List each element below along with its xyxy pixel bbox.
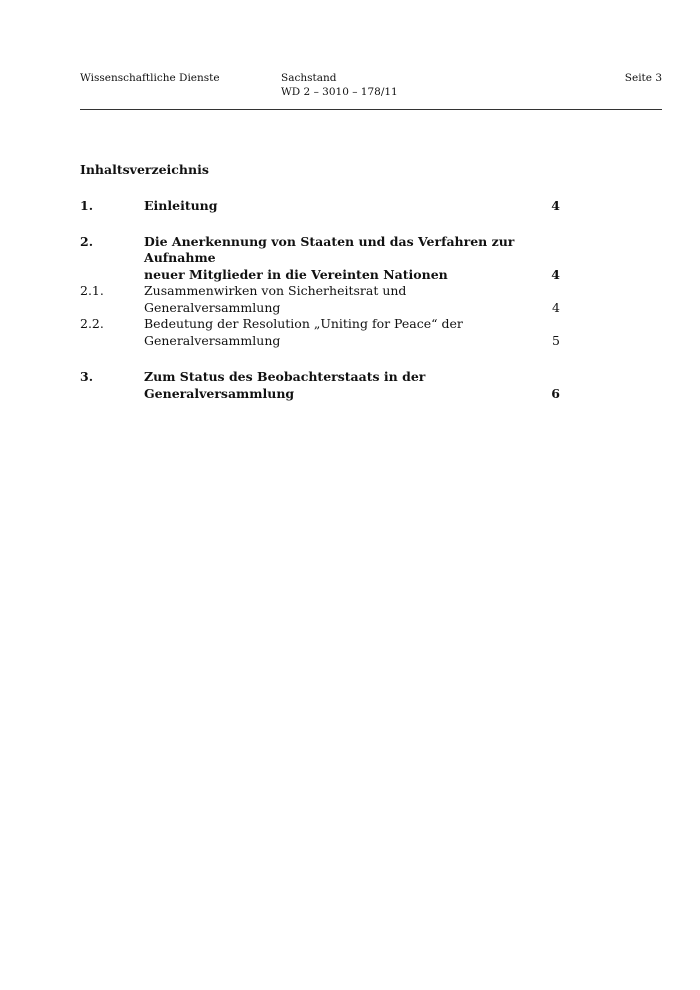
header-document-info [281,71,398,99]
toc-entry-page: 4 [551,198,560,213]
header-document-number: WD 2 – 3010 – 178/11 [281,86,398,98]
toc-entry-3[interactable] [80,369,560,402]
toc-entry-number: 1. [80,198,94,213]
header-page-number: Seite 3 [624,72,662,84]
page-header [80,71,662,110]
toc-entry-page: 4 [552,299,560,315]
toc-entry-title: Zusammenwirken von Sicherheitsrat und Generalversammlung [144,283,407,315]
toc-entry-number: 3. [80,369,94,384]
toc-entry-title: Bedeutung der Resolution „Uniting for Peace“ der Generalversammlung [144,316,463,348]
toc-entry-number: 2.1. [80,283,104,298]
toc-entry-page: 6 [551,385,560,401]
toc-entry-title: Einleitung [144,198,218,213]
toc-entry-2-2[interactable] [80,316,560,349]
toc-entry-2-1[interactable] [80,283,560,316]
toc-entry-title: Zum Status des Beobachterstaats in der Generalversammlung [144,369,426,401]
toc-entry-number: 2.2. [80,316,104,331]
toc-entry-page: 5 [552,332,560,348]
toc-entry-page: 4 [551,266,560,282]
toc-entry-2[interactable] [80,234,560,284]
toc-entry-1[interactable] [80,198,560,215]
header-department: Wissenschaftliche Dienste [80,72,220,84]
table-of-contents [80,198,560,402]
toc-entry-title: Die Anerkennung von Staaten und das Verfahren zur Aufnahme neuer Mitglieder in die Vereinten Nationen [144,233,515,282]
toc-title: Inhaltsverzeichnis [80,162,209,177]
toc-entry-number: 2. [80,233,94,249]
header-document-type: Sachstand [281,72,337,84]
